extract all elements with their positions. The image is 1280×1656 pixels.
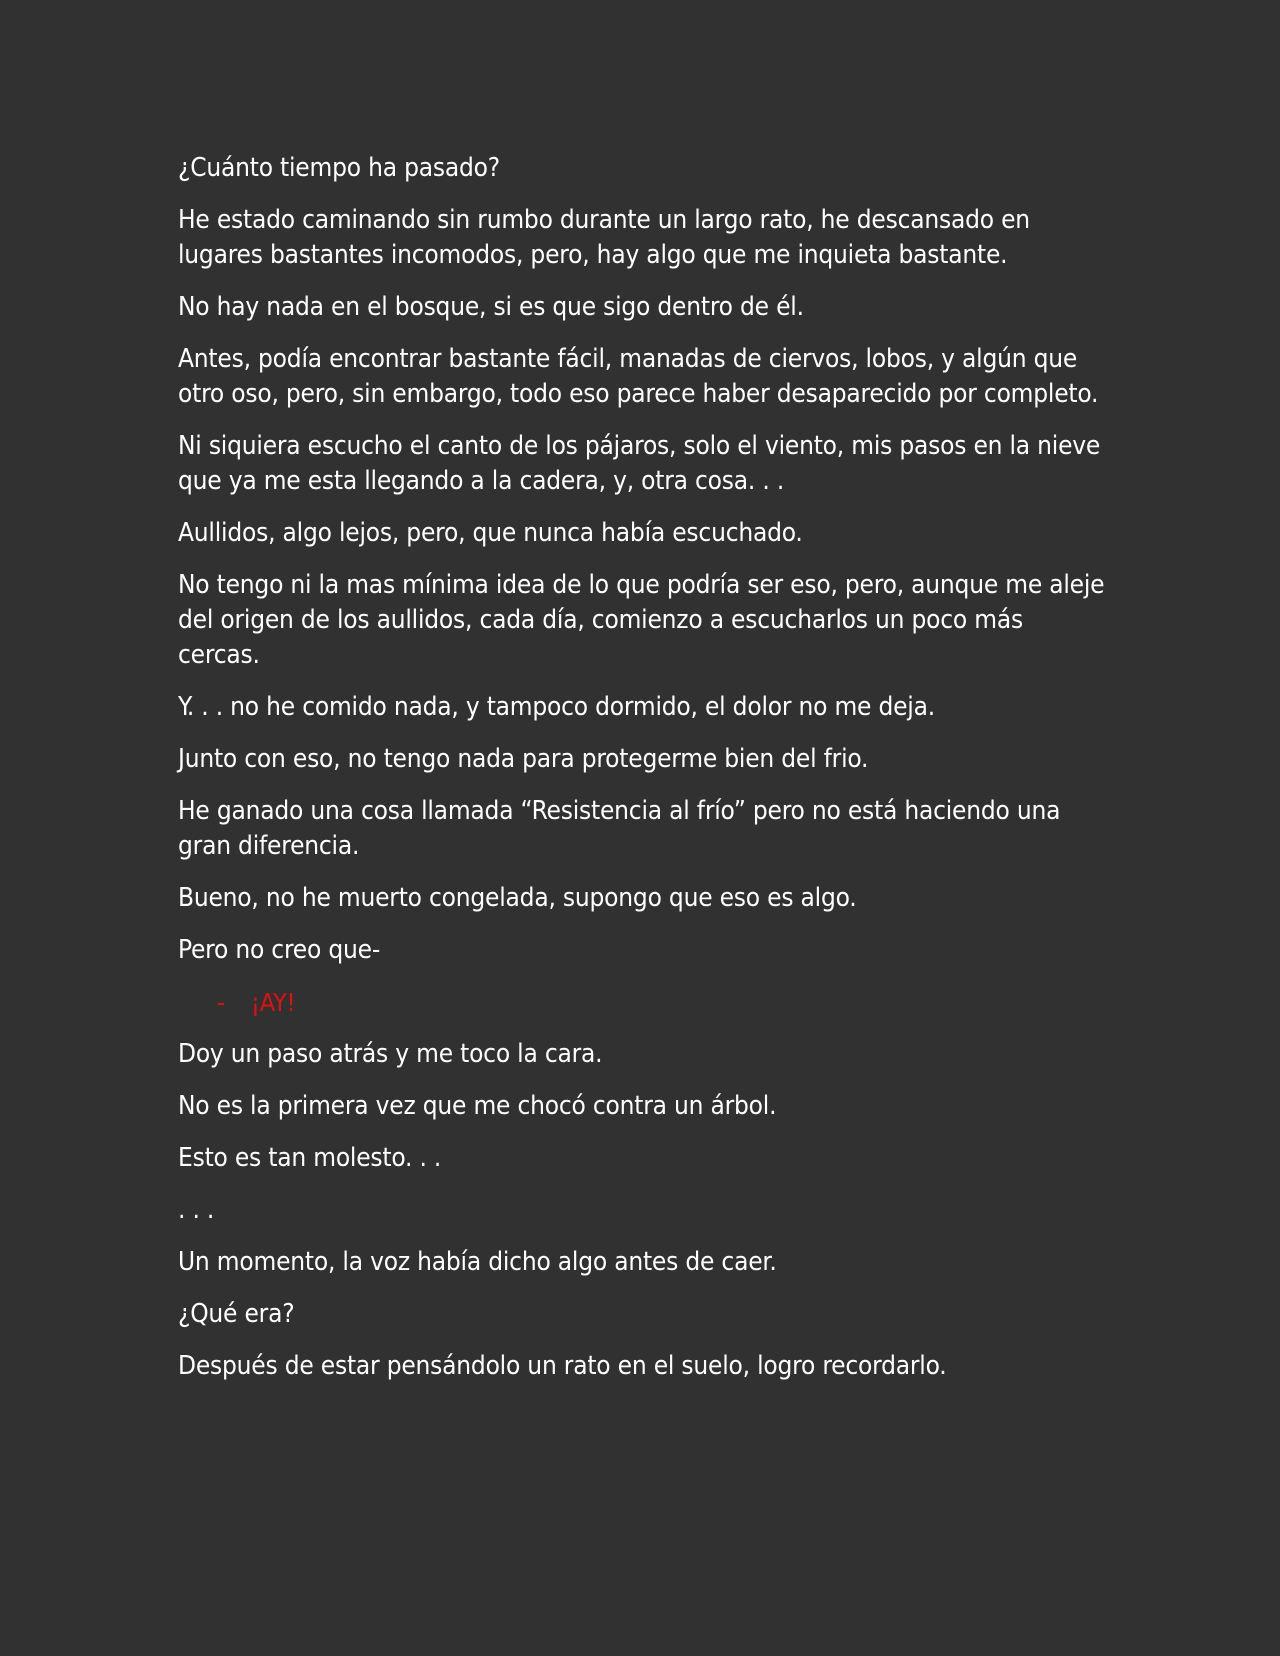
paragraph: Doy un paso atrás y me toco la cara.: [178, 1039, 603, 1069]
paragraph: No hay nada en el bosque, si es que sigo dentro de él.: [178, 292, 804, 322]
paragraph: Junto con eso, no tengo nada para protegerme bien del frio.: [178, 744, 869, 774]
dialogue-exclamation: [178, 985, 1108, 1020]
paragraph: ¿Qué era?: [178, 1299, 295, 1329]
paragraph: Y. . . no he comido nada, y tampoco dormido, el dolor no me deja.: [178, 692, 935, 722]
dialogue-dash: -: [217, 988, 225, 1017]
paragraph: No tengo ni la mas mínima idea de lo que podría ser eso, pero, aunque me aleje del origen de los aullidos, cada día, comienzo a escucharlos un poco más cercas.: [178, 570, 1105, 670]
ellipsis-paragraph: . . .: [178, 1195, 215, 1225]
paragraph: He ganado una cosa llamada “Resistencia al frío” pero no está haciendo una gran diferencia.: [178, 796, 1061, 861]
paragraph: He estado caminando sin rumbo durante un largo rato, he descansado en lugares bastantes incomodos, pero, hay algo que me inquieta bastante.: [178, 205, 1030, 270]
paragraph: Pero no creo que-: [178, 935, 381, 965]
paragraph: Esto es tan molesto. . .: [178, 1143, 442, 1173]
paragraph: Aullidos, algo lejos, pero, que nunca había escuchado.: [178, 518, 803, 548]
paragraph: Bueno, no he muerto congelada, supongo que eso es algo.: [178, 883, 857, 913]
paragraph: Antes, podía encontrar bastante fácil, manadas de ciervos, lobos, y algún que otro oso, pero, sin embargo, todo eso parece haber desaparecido por completo.: [178, 344, 1099, 409]
paragraph: Un momento, la voz había dicho algo antes de caer.: [178, 1247, 777, 1277]
paragraph: ¿Cuánto tiempo ha pasado?: [178, 153, 500, 183]
paragraph: Ni siquiera escucho el canto de los pájaros, solo el viento, mis pasos en la nieve que ya me esta llegando a la cadera, y, otra cosa. . .: [178, 431, 1101, 496]
document-page: [178, 151, 1108, 1401]
paragraph: Después de estar pensándolo un rato en el suelo, logro recordarlo.: [178, 1351, 947, 1381]
exclamation-text: ¡AY!: [250, 988, 296, 1017]
paragraph: No es la primera vez que me chocó contra un árbol.: [178, 1091, 777, 1121]
